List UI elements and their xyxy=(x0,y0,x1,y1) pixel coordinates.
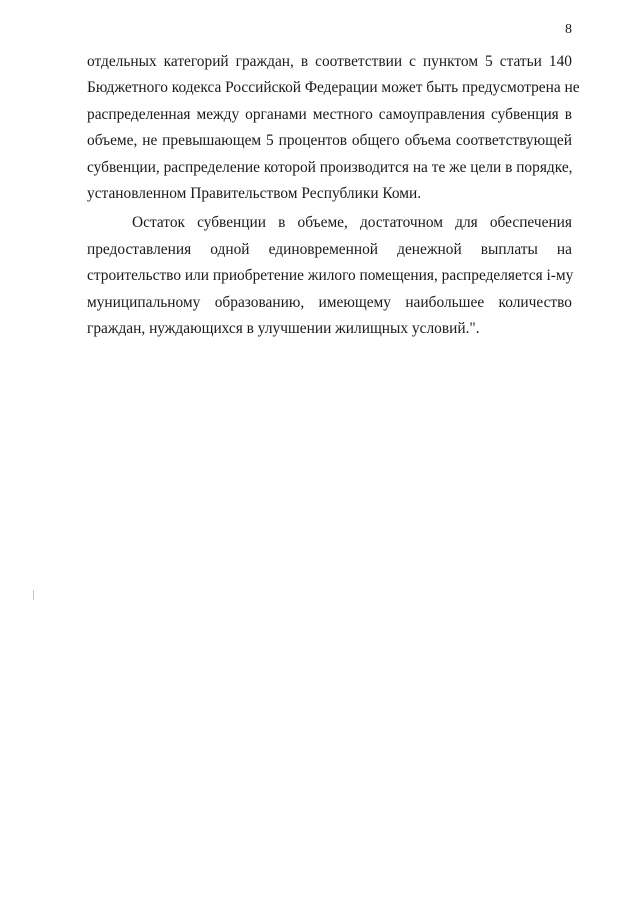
text-line: объеме, не превышающем 5 процентов общего объема соответствующей xyxy=(87,132,572,150)
text-line: муниципальному образованию, имеющему наибольшее количество xyxy=(87,293,572,311)
scan-artifact xyxy=(33,590,34,600)
document-body xyxy=(87,49,580,342)
text-line: граждан, нуждающихся в улучшении жилищных условий.". xyxy=(87,320,480,338)
paragraph-2 xyxy=(87,210,572,342)
text-line: Бюджетного кодекса Российской Федерации может быть предусмотрена не xyxy=(87,79,580,97)
text-line: строительство или приобретение жилого помещения, распределяется i-му xyxy=(87,267,574,285)
text-line: отдельных категорий граждан, в соответствии с пунктом 5 статьи 140 xyxy=(87,53,572,70)
page-number: 8 xyxy=(565,22,572,37)
text-line: предоставления одной единовременной денежной выплаты на xyxy=(87,240,572,258)
text-line: субвенции, распределение которой производится на те же цели в порядке, xyxy=(87,158,573,176)
text-line: установленном Правительством Республики Коми. xyxy=(87,185,422,203)
text-line: распределенная между органами местного самоуправления субвенция в xyxy=(87,105,572,123)
text-line: Остаток субвенции в объеме, достаточном для обеспечения xyxy=(132,214,572,232)
paragraph-1 xyxy=(87,49,580,207)
